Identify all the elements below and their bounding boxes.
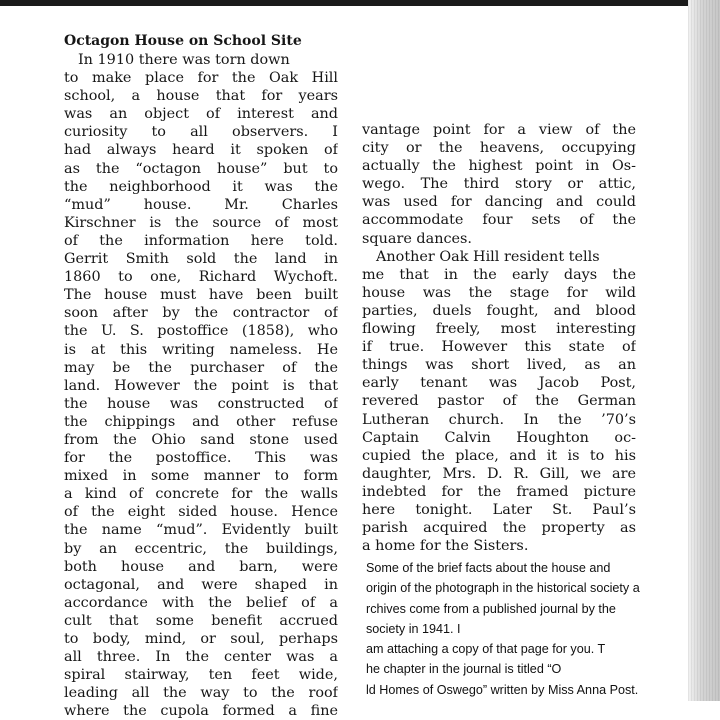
article-text-line: house was the stage for wild <box>362 284 636 301</box>
article-text-line: land. However the point is that <box>64 377 338 394</box>
article-text-line: of the eight sided house. Hence <box>64 504 338 521</box>
article-text-line: Another Oak Hill resident tells <box>376 248 600 265</box>
article-text-line: parties, duels fought, and blood <box>362 302 636 319</box>
article-text-line: curiosity to all observers. I <box>64 124 338 141</box>
article-text-line: city or the heavens, occupying <box>362 140 636 157</box>
article-text-line: had always heard it spoken of <box>64 142 338 159</box>
article-text-line: 1860 to one, Richard Wychoft. <box>64 269 338 286</box>
article-text-line: by an eccentric, the buildings, <box>64 540 338 557</box>
left-column-lines <box>64 51 338 720</box>
note-line: am attaching a copy of that page for you. T <box>366 642 606 657</box>
note-line: ld Homes of Oswego” written by Miss Anna Post. <box>366 682 639 697</box>
article-text-line: a home for the Sisters. <box>362 538 529 555</box>
article-text-line: Captain Calvin Houghton oc- <box>362 429 636 446</box>
article-text-line: me that in the early days the <box>362 266 636 283</box>
article-text-line: revered pastor of the German <box>362 393 636 410</box>
article-text-line: here tonight. Later St. Paul’s <box>362 501 636 518</box>
article-text-line: things was short lived, as an <box>362 357 636 374</box>
article-text-line: a kind of concrete for the walls <box>64 486 338 503</box>
article-text-line: the U. S. postoffice (1858), who <box>64 323 338 340</box>
article-text-line: to body, mind, or soul, perhaps <box>64 631 338 647</box>
article-text-line: cult that some benefit accrued <box>64 612 338 629</box>
article-text-line: indebted for the framed picture <box>362 483 636 500</box>
article-text-line: mixed in some manner to form <box>64 468 338 485</box>
article-text-line: square dances. <box>362 230 473 247</box>
article-text-line: octagonal, and were shaped in <box>64 576 338 593</box>
note-line: Some of the brief facts about the house and <box>366 561 611 575</box>
article-text-line: vantage point for a view of the <box>362 122 636 138</box>
note-line: society in 1941. I <box>366 621 461 636</box>
article-text-line: where the cupola formed a fine <box>64 703 338 720</box>
article-text-line: In 1910 there was torn down <box>78 52 290 68</box>
article-text-line: from the Ohio sand stone used <box>64 431 338 448</box>
article-text-line: the name “mud”. Evidently built <box>64 522 338 539</box>
article-text-line: as the “octagon house” but to <box>64 160 338 177</box>
scan-top-edge <box>0 0 720 6</box>
article-text-line: actually the highest point in Os- <box>362 158 636 175</box>
article-text-line: all three. In the center was a <box>64 649 338 666</box>
scan-page-gutter <box>688 0 720 701</box>
article-text-line: of the information here told. <box>64 232 338 249</box>
article-text-line: is at this writing nameless. He <box>64 341 338 358</box>
article-text-line: The house must have been built <box>64 287 338 304</box>
article-text-line: “mud” house. Mr. Charles <box>64 196 338 213</box>
article-headline: Octagon House on School Site <box>64 33 302 49</box>
article-text-line: Kirschner is the source of most <box>64 214 338 231</box>
article-text-line: accordance with the belief of a <box>64 594 338 611</box>
article-text-line: if true. However this state of <box>362 339 636 356</box>
article-text-line: may be the purchaser of the <box>64 359 338 376</box>
right-column-lines <box>362 121 636 555</box>
article-text-line: the house was constructed of <box>64 395 338 412</box>
note-line: origin of the photograph in the historical society a <box>366 581 640 596</box>
article-column-left <box>64 31 338 720</box>
article-text-line: both house and barn, were <box>64 558 338 575</box>
article-text-line: Lutheran church. In the ’70’s <box>362 411 636 428</box>
article-text-line: school, a house that for years <box>64 88 338 105</box>
article-text-line: cupied the place, and it is to his <box>362 447 636 464</box>
article-text-line: to make place for the Oak Hill <box>64 70 338 87</box>
article-text-line: was an object of interest and <box>64 106 338 123</box>
article-text-line: was used for dancing and could <box>362 194 636 211</box>
article-column-right <box>362 121 636 555</box>
article-text-line: soon after by the contractor of <box>64 305 338 322</box>
article-text-line: Gerrit Smith sold the land in <box>64 251 338 268</box>
note-line: he chapter in the journal is titled “O <box>366 662 562 677</box>
article-text-line: early tenant was Jacob Post, <box>362 375 636 392</box>
article-text-line: the chippings and other refuse <box>64 413 338 430</box>
note-line: rchives come from a published journal by the <box>366 601 616 616</box>
article-text-line: wego. The third story or attic, <box>362 176 636 193</box>
article-text-line: the neighborhood it was the <box>64 178 338 195</box>
article-text-line: for the postoffice. This was <box>64 450 338 467</box>
article-text-line: accommodate four sets of the <box>362 212 636 229</box>
article-text-line: spiral stairway, ten feet wide, <box>64 667 338 684</box>
article-text-line: flowing freely, most interesting <box>362 321 636 338</box>
article-text-line: daughter, Mrs. D. R. Gill, we are <box>362 465 636 482</box>
article-text-line: parish acquired the property as <box>362 520 636 537</box>
article-text-line: leading all the way to the roof <box>64 685 338 702</box>
typed-note <box>366 558 688 700</box>
